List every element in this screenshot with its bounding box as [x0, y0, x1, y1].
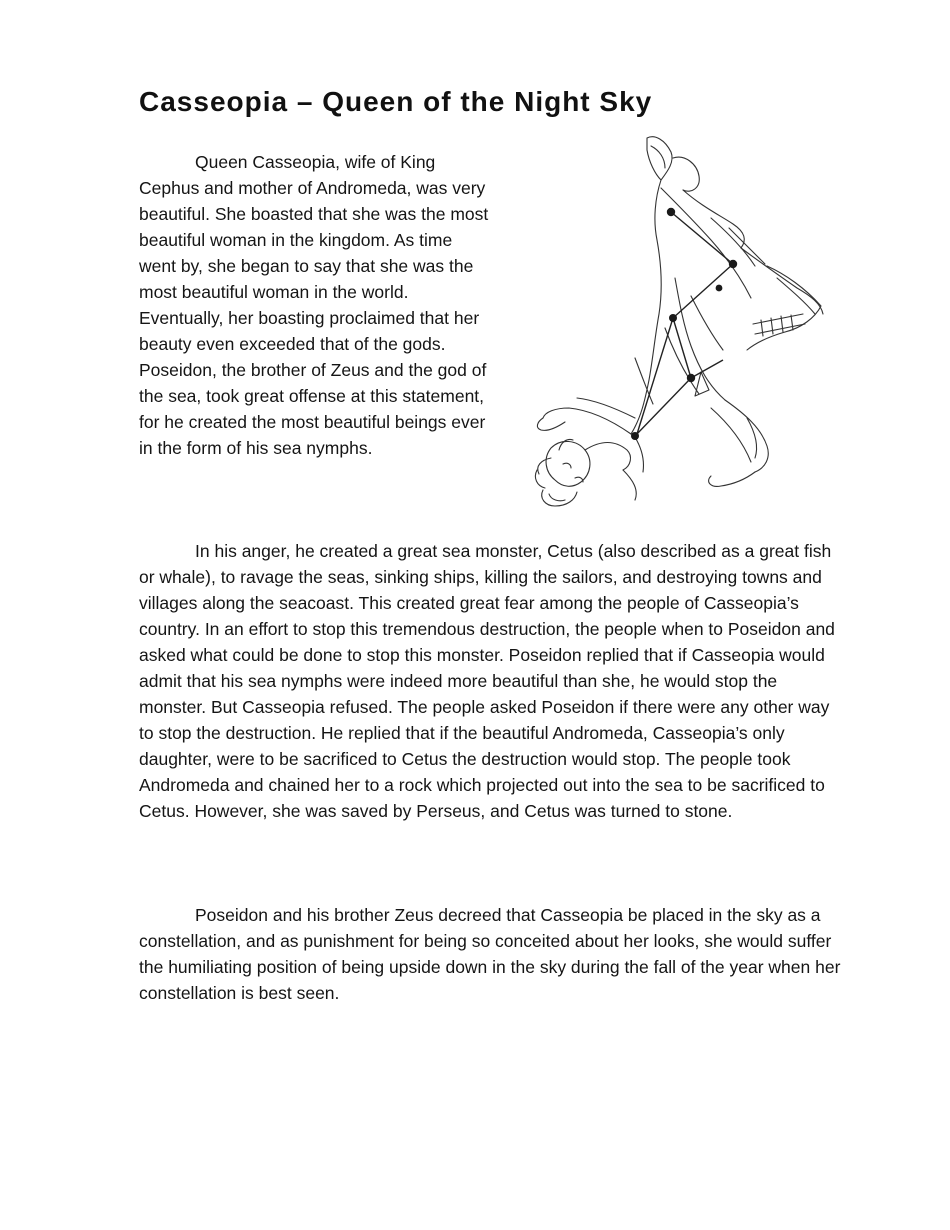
casseopia-drawing [515, 128, 840, 513]
constellation-star-icon [669, 314, 677, 322]
paragraph-intro-text: Queen Casseopia, wife of King Cephus and mother of Andromeda, was very beautiful. She boasted that she was the most beautiful woman in the kingdom. As time went by, she began to say that she was the most beautiful woman in the world. Eventually, her boasting proclaimed that her beauty even exceeded that of the gods. Poseidon, the brother of Zeus and the god of the sea, took great offense at this statement, for he created the most beautiful beings ever in the form of his sea nymphs. [139, 152, 489, 458]
constellation-star-icon [631, 432, 639, 440]
constellation-star-icon [687, 374, 695, 382]
constellation-star-icon [716, 285, 723, 292]
paragraph-sea-monster-text: In his anger, he created a great sea monster, Cetus (also described as a great fish or whale), to ravage the seas, sinking ships, killing the sailors, and destroying towns and villages along the seacoast. This created great fear among the people of Casseopia’s country. In an effort to stop this tremendous destruction, the people when to Poseidon and asked what could be done to stop this monster. Poseidon replied that if Casseopia would admit that his sea nymphs were indeed more beautiful than she, he would stop the monster. But Casseopia refused. The people asked Poseidon if there were any other way to stop the destruction. He replied that if the beautiful Andromeda, Casseopia’s only daughter, were to be sacrificed to Cetus the destruction would stop. The people took Andromeda and chained her to a rock which projected out into the sea to be sacrificed to Cetus. However, she was saved by Perseus, and Cetus was turned to stone. [139, 541, 835, 821]
paragraph-sea-monster [139, 538, 839, 824]
paragraph-intro [139, 149, 494, 461]
casseopia-constellation-illustration [515, 128, 840, 513]
paragraph-constellation [139, 902, 841, 1006]
constellation-star-icon [667, 208, 675, 216]
page-title: Casseopia – Queen of the Night Sky [139, 86, 653, 117]
constellation-star-icon [729, 260, 737, 268]
paragraph-constellation-text: Poseidon and his brother Zeus decreed that Casseopia be placed in the sky as a constellation, and as punishment for being so conceited about her looks, she would suffer the humiliating position of being upside down in the sky during the fall of the year when her constellation is best seen. [139, 905, 841, 1003]
